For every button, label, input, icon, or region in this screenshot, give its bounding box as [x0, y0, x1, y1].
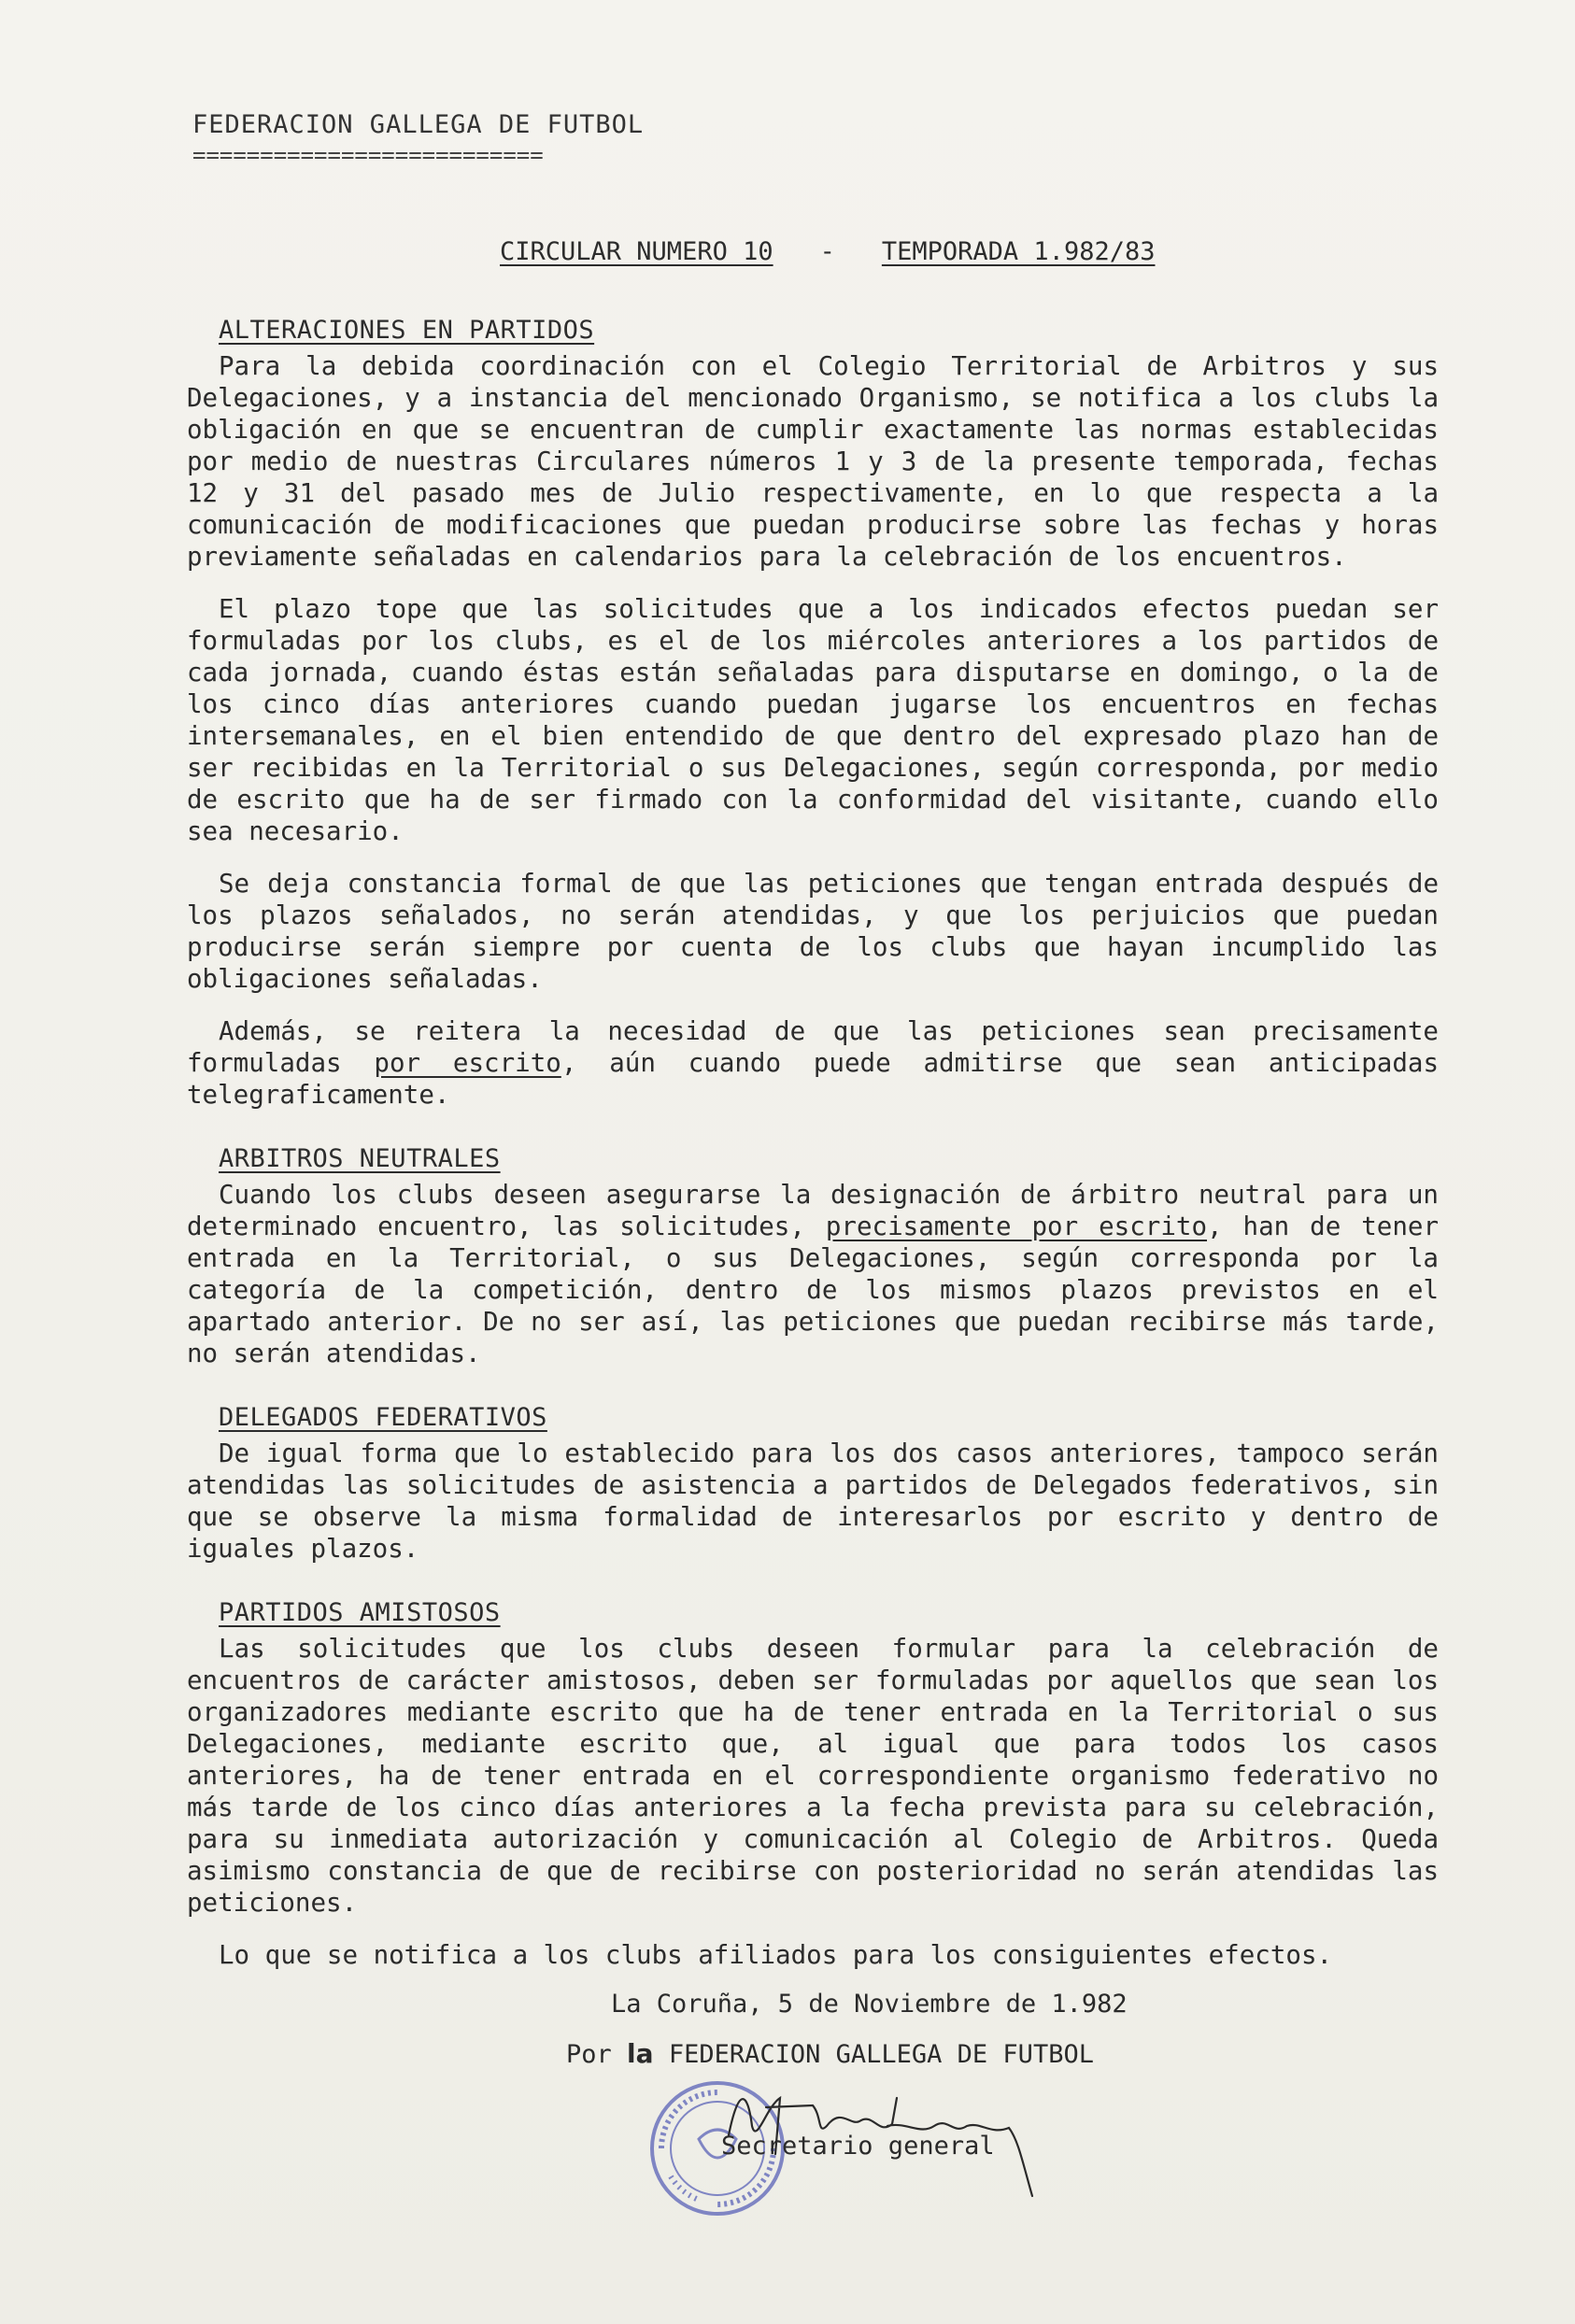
- title-separator: -: [819, 237, 835, 266]
- header-double-rule: ==========================: [192, 142, 544, 168]
- circular-number: CIRCULAR NUMERO 10: [500, 237, 773, 266]
- document-body: [187, 316, 1439, 1991]
- organization-header: FEDERACION GALLEGA DE FUTBOL: [192, 110, 645, 139]
- text-segment: , han de tener entrada en la Territorial, o sus Delegaciones, según corresponda por la categoría de la competición, dentro de los mismos plazos previstos en el apartado anterior. De no ser así, las peticiones que puedan recibirse más tarde, no serán atendidas.: [187, 1212, 1439, 1368]
- heading-alteraciones: ALTERACIONES EN PARTIDOS: [219, 316, 595, 345]
- closing-paragraph: Lo que se notifica a los clubs afiliados para los consiguientes efectos.: [219, 1940, 1333, 1970]
- season-label: TEMPORADA 1.982/83: [881, 237, 1156, 266]
- circular-title: [500, 237, 1341, 266]
- underlined-por-escrito: por escrito: [374, 1048, 561, 1078]
- text-segment: Cuando los clubs deseen asegurarse la designación de árbitro neutral para un determinado encuentro, las solicitudes,: [187, 1180, 1439, 1241]
- heading-amistosos: PARTIDOS AMISTOSOS: [219, 1598, 501, 1627]
- heading-arbitros: ARBITROS NEUTRALES: [219, 1144, 501, 1173]
- por-word: Por: [566, 2040, 612, 2069]
- paragraph-delegados-1: De igual forma que lo establecido para los dos casos anteriores, tampoco serán atendidas las solicitudes de asistencia a partidos de Delegados federativos, sin que se observe la misma formalidad de interesarlos por escrito y dentro de iguales plazos.: [187, 1438, 1439, 1564]
- text-segment: Además, se reitera la necesidad de que las peticiones sean precisamente formuladas: [187, 1016, 1439, 1078]
- paragraph-amistosos-1: Las solicitudes que los clubs deseen formular para la celebración de encuentros de carácter amistosos, deben ser formuladas por aquellos que sean los organizadores mediante escrito que ha de tener entrada en la Territorial o sus Delegaciones, mediante escrito que, al igual que para todos los casos anteriores, ha de tener entrada en el correspondiente organismo federativo no más tarde de los cinco días anteriores a la fecha prevista para su celebración, para su inmediata autorización y comunicación al Colegio de Arbitros. Queda asimismo constancia de que de recibirse con posterioridad no serán atendidas las peticiones.: [187, 1634, 1439, 1918]
- paragraph-alteraciones-1: Para la debida coordinación con el Colegio Territorial de Arbitros y sus Delegaciones, y a instancia del mencionado Organismo, se notifica a los clubs la obligación en que se encuentran de cumplir exactamente las normas establecidas por medio de nuestras Circulares números 1 y 3 de la presente temporada, fechas 12 y 31 del pasado mes de Julio respectivamente, en lo que respecta a la comunicación de modificaciones que puedan producirse sobre las fechas y horas previamente señaladas en calendarios para la celebración de los encuentros.: [187, 351, 1439, 572]
- underlined-precisamente: precisamente por escrito: [825, 1212, 1208, 1241]
- paragraph-alteraciones-4: [187, 1015, 1439, 1111]
- paragraph-alteraciones-3: Se deja constancia formal de que las peticiones que tengan entrada después de los plazos señalados, no serán atendidas, y que los perjuicios que puedan producirse serán siempre por cuenta de los clubs que hayan incumplido las obligaciones señaladas.: [187, 869, 1439, 994]
- paragraph-arbitros-1: [187, 1179, 1439, 1369]
- signatory-organization: [566, 2038, 1094, 2069]
- place-date: La Coruña, 5 de Noviembre de 1.982: [611, 1990, 1128, 2019]
- signatory-role: Secretario general: [721, 2132, 995, 2161]
- heading-delegados: DELEGADOS FEDERATIVOS: [219, 1403, 547, 1432]
- text-segment: , aún cuando puede admitirse que sean anticipadas telegraficamente.: [187, 1048, 1440, 1110]
- la-word: la: [627, 2038, 654, 2069]
- signatory-org-name: FEDERACION GALLEGA DE FUTBOL: [668, 2040, 1094, 2069]
- paragraph-alteraciones-2: El plazo tope que las solicitudes que a los indicados efectos puedan ser formuladas por los clubs, es el de los miércoles anteriores a los partidos de cada jornada, cuando éstas están señaladas para disputarse en domingo, o la de los cinco días anteriores cuando puedan jugarse los encuentros en fechas intersemanales, en el bien entendido de que dentro del expresado plazo han de ser recibidas en la Territorial o sus Delegaciones, según corresponda, por medio de escrito que ha de ser firmado con la conformidad del visitante, cuando ello sea necesario.: [187, 594, 1439, 846]
